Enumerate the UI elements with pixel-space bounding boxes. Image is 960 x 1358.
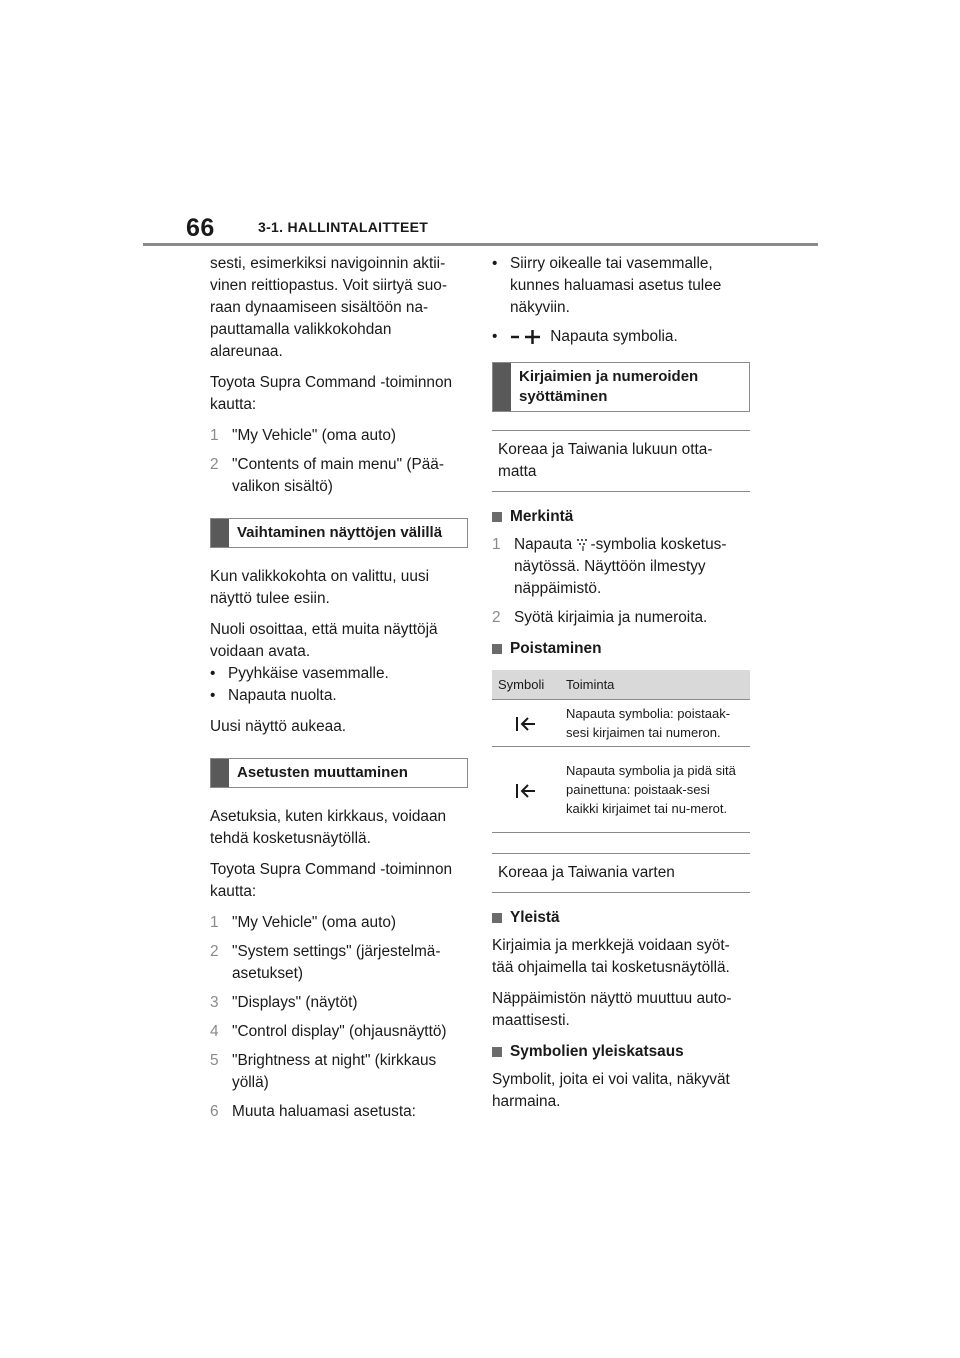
step-text: "My Vehicle" (oma auto) <box>232 427 397 444</box>
step-number: 1 <box>210 427 219 444</box>
step-text: "Contents of main menu" (Pää-valikon sisältö) <box>232 456 444 495</box>
backspace-icon <box>515 716 537 732</box>
square-bullet-icon <box>492 644 502 654</box>
step-text: "Displays" (näytöt) <box>232 994 358 1011</box>
subheading: Yleistä <box>492 907 750 929</box>
step-number: 1 <box>492 536 501 553</box>
bullet-item: • Napauta nuolta. <box>210 685 468 707</box>
step-number: 3 <box>210 994 219 1011</box>
region-note: Koreaa ja Taiwania varten <box>492 853 750 893</box>
square-bullet-icon <box>492 1047 502 1057</box>
subheading: Merkintä <box>492 506 750 528</box>
region-note: Koreaa ja Taiwania lukuun otta-matta <box>492 430 750 492</box>
step-number: 2 <box>210 943 219 960</box>
step-item <box>210 992 468 1014</box>
command-intro: Toyota Supra Command -toiminnon kautta: <box>210 861 453 900</box>
page-number: 66 <box>186 214 215 242</box>
square-bullet-icon <box>492 913 502 923</box>
paragraph: Näppäimistön näyttö muuttuu auto-maattisesti. <box>492 990 732 1029</box>
paragraph: Kun valikkokohta on valittu, uusi näyttö tulee esiin. <box>210 568 430 607</box>
section-bar <box>211 519 229 547</box>
table-header-row <box>492 670 750 700</box>
chapter-title: 3-1. HALLINTALAITTEET <box>258 219 429 235</box>
paragraph: Uusi näyttö aukeaa. <box>210 718 347 735</box>
step-item <box>210 425 468 447</box>
section-heading <box>492 362 750 412</box>
bullet-text: Napauta nuolta. <box>228 687 337 704</box>
column-header: Toiminta <box>560 670 750 700</box>
subheading: Symbolien yleiskatsaus <box>492 1041 750 1063</box>
step-text: Muuta haluamasi asetusta: <box>232 1103 416 1120</box>
step-item <box>210 941 468 985</box>
table-row <box>492 700 750 747</box>
section-bar <box>493 363 511 411</box>
section-heading <box>210 758 468 788</box>
header-rule <box>143 243 818 246</box>
step-text: "Brightness at night" (kirkkaus yöllä) <box>232 1052 437 1091</box>
table-row <box>492 747 750 833</box>
step-item <box>210 1021 468 1043</box>
paragraph: Kirjaimia ja merkkejä voidaan syöt-tää ohjaimella tai kosketusnäytöllä. <box>492 937 730 976</box>
step-number: 4 <box>210 1023 219 1040</box>
section-title: Asetusten muuttaminen <box>237 764 408 781</box>
step-number: 1 <box>210 914 219 931</box>
keyboard-handwriting-icon <box>576 538 590 552</box>
bullet-list <box>210 663 468 707</box>
section-bar <box>211 759 229 787</box>
section-title: Vaihtaminen näyttöjen välillä <box>237 524 443 541</box>
step-item <box>210 912 468 934</box>
table-cell: Napauta symbolia ja pidä sitä painettuna: poistaak-sesi kaikki kirjaimet tai nu-merot. <box>560 747 750 833</box>
step-number: 6 <box>210 1103 219 1120</box>
subheading: Poistaminen <box>492 638 750 660</box>
symbol-table <box>492 670 750 833</box>
bullet-text: Napauta symbolia. <box>550 328 678 345</box>
bullet-item: • Siirry oikealle tai vasemmalle, kunnes haluamasi asetus tulee näkyviin. <box>492 253 750 319</box>
step-number: 2 <box>210 456 219 473</box>
command-intro: Toyota Supra Command -toiminnon kautta: <box>210 374 453 413</box>
right-column <box>492 253 750 1122</box>
intro-paragraph: sesti, esimerkiksi navigoinnin aktii-vinen reittiopastus. Voit siirtyä suo-raan dynaamiseen sisältöön na-pauttamalla valikkokohdan alareunaa. <box>210 255 447 360</box>
step-item: 1 Napauta -symbolia kosketus-näytössä. Näyttöön ilmestyy näppäimistö. <box>492 534 750 600</box>
step-item <box>210 454 468 498</box>
minus-plus-icon <box>510 329 546 345</box>
bullet-text: Pyyhkäise vasemmalle. <box>228 665 389 682</box>
column-header: Symboli <box>492 670 560 700</box>
paragraph: Symbolit, joita ei voi valita, näkyvät harmaina. <box>492 1071 730 1110</box>
step-text: "System settings" (järjestelmä-asetukset) <box>232 943 441 982</box>
step-item <box>210 1050 468 1094</box>
left-column <box>210 253 468 1132</box>
steps-list <box>210 912 468 1123</box>
step-text: "Control display" (ohjausnäyttö) <box>232 1023 447 1040</box>
bullet-text: Siirry oikealle tai vasemmalle, kunnes haluamasi asetus tulee näkyviin. <box>510 255 722 316</box>
steps-list <box>492 534 750 629</box>
paragraph: Nuoli osoittaa, että muita näyttöjä voidaan avata. <box>210 621 438 660</box>
square-bullet-icon <box>492 512 502 522</box>
step-item <box>210 1101 468 1123</box>
step-text: "My Vehicle" (oma auto) <box>232 914 397 931</box>
paragraph: Asetuksia, kuten kirkkaus, voidaan tehdä kosketusnäytöllä. <box>210 808 447 847</box>
table-cell: Napauta symbolia: poistaak-sesi kirjaimen tai numeron. <box>560 700 750 747</box>
bullet-item: • Napauta symbolia. <box>492 328 678 345</box>
section-heading <box>210 518 468 548</box>
backspace-icon <box>515 783 537 799</box>
step-item <box>492 607 750 629</box>
step-text: Syötä kirjaimia ja numeroita. <box>514 609 708 626</box>
step-number: 2 <box>492 609 501 626</box>
section-title: Kirjaimien ja numeroiden syöttäminen <box>519 368 699 405</box>
step-number: 5 <box>210 1052 219 1069</box>
steps-list <box>210 425 468 498</box>
bullet-item: • Pyyhkäise vasemmalle. <box>210 663 468 685</box>
